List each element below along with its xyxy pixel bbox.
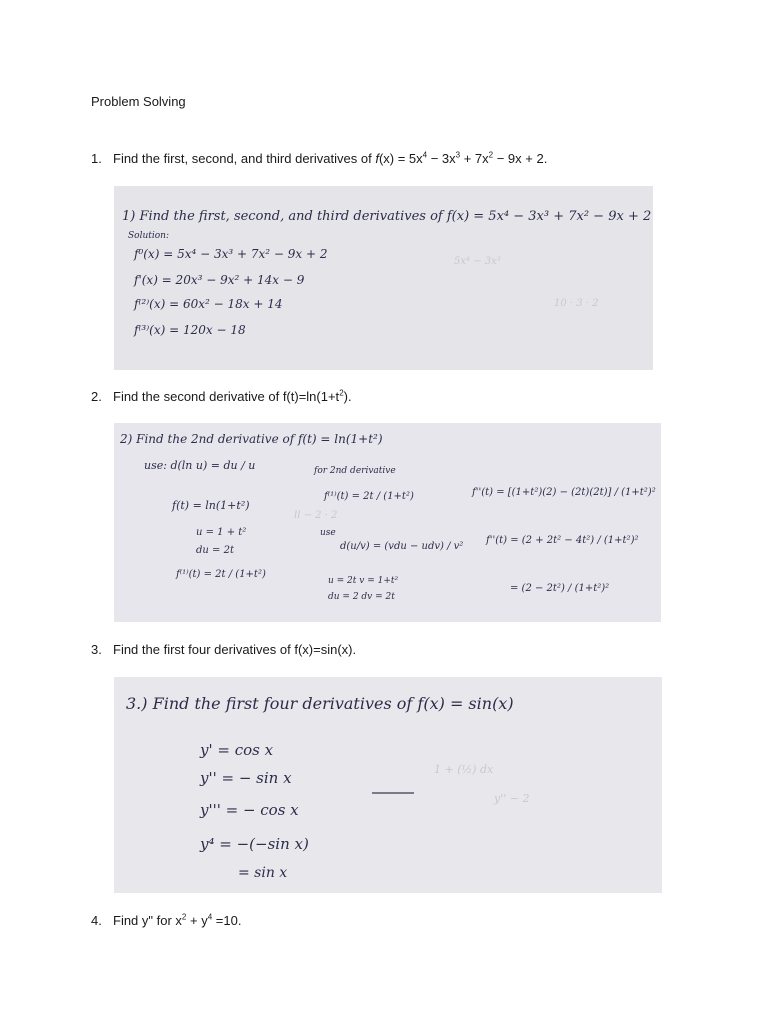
solution-3-line: y⁴ = −(−sin x)	[200, 835, 309, 853]
svg-text:10 · 3 · 2: 10 · 3 · 2	[554, 298, 599, 309]
solution-2-line: du = 2t	[196, 545, 234, 556]
exponent: 2	[339, 388, 344, 398]
solution-1-title: 1) Find the first, second, and third derivatives of f(x) = 5x⁴ − 3x³ + 7x² − 9x + 2	[122, 209, 652, 224]
problem-1	[91, 151, 547, 166]
page-heading: Problem Solving	[91, 94, 186, 109]
problem-4-text: Find y" for x	[113, 913, 182, 928]
solution-3-line: = sin x	[238, 865, 288, 881]
solution-3-line: y' = cos x	[200, 741, 274, 759]
solution-1-line: f'(x) = 20x³ − 9x² + 14x − 9	[134, 273, 305, 287]
problem-1-expr: − 9x + 2.	[493, 151, 548, 166]
solution-3-title: 3.) Find the first four derivatives of f(x) = sin(x)	[126, 694, 514, 713]
solution-2-line: = (2 − 2t²) / (1+t²)²	[510, 583, 610, 594]
problem-2-text: Find the second derivative of f(t)=ln(1+t	[113, 389, 340, 404]
handwritten-solution-1-photo	[114, 186, 653, 370]
problem-1-text: Find the first, second, and third derivatives of	[113, 151, 376, 166]
solution-2-note: for 2nd derivative	[314, 466, 396, 476]
svg-text:1 + (½) dx: 1 + (½) dx	[434, 763, 494, 776]
problem-2-suffix: ).	[343, 389, 352, 404]
solution-1-line: f⁽³⁾(x) = 120x − 18	[134, 323, 246, 337]
svg-text:5x⁴ − 3x³: 5x⁴ − 3x³	[454, 256, 501, 267]
svg-text:y'' − 2: y'' − 2	[494, 792, 530, 805]
problem-1-expr: (x) = 5x	[378, 151, 423, 166]
problem-4-number: 4.	[91, 913, 102, 928]
problem-4-suffix: =10.	[212, 913, 242, 928]
problem-4	[91, 913, 241, 928]
problem-1-expr: + 7x	[460, 151, 489, 166]
solution-2-line: f⁽¹⁾(t) = 2t / (1+t²)	[324, 491, 414, 502]
problem-2	[91, 389, 352, 404]
solution-2-line: f(t) = ln(1+t²)	[172, 499, 250, 512]
problem-3-text: Find the first four derivatives of f(x)=sin(x).	[113, 642, 357, 657]
function-symbol: f	[375, 151, 379, 166]
solution-2-line: u = 2t v = 1+t²	[328, 576, 399, 586]
problem-1-number: 1.	[91, 151, 102, 166]
solution-1-label: Solution:	[128, 231, 170, 241]
solution-2-rule: d(u/v) = (vdu − udv) / v²	[340, 541, 464, 552]
solution-3-line: y''' = − cos x	[200, 801, 299, 819]
solution-1-line: f⁰(x) = 5x⁴ − 3x³ + 7x² − 9x + 2	[134, 247, 328, 261]
exponent: 2	[488, 150, 494, 160]
solution-2-line: u = 1 + t²	[196, 527, 247, 538]
exponent: 4	[207, 912, 213, 922]
solution-2-rule: use: d(ln u) = du / u	[144, 459, 256, 472]
problem-4-expr: + y	[186, 913, 208, 928]
solution-1-line: f⁽²⁾(x) = 60x² − 18x + 14	[134, 297, 283, 311]
problem-3	[91, 642, 356, 657]
solution-2-line: du = 2 dv = 2t	[328, 592, 395, 602]
solution-3-line: y'' = − sin x	[200, 769, 292, 787]
problem-3-number: 3.	[91, 642, 102, 657]
solution-2-line: f''(t) = [(1+t²)(2) − (2t)(2t)] / (1+t²)²	[472, 487, 656, 498]
solution-2-title: 2) Find the 2nd derivative of f(t) = ln(1+t²)	[120, 432, 383, 446]
solution-2-line: f''(t) = (2 + 2t² − 4t²) / (1+t²)²	[486, 535, 639, 546]
handwritten-solution-2-photo	[114, 423, 661, 622]
solution-2-line: f⁽¹⁾(t) = 2t / (1+t²)	[176, 569, 266, 580]
problem-2-number: 2.	[91, 389, 102, 404]
exponent: 3	[455, 150, 461, 160]
solution-2-note: use	[320, 528, 336, 538]
problem-1-expr: − 3x	[427, 151, 456, 166]
svg-text:ll − 2 · 2: ll − 2 · 2	[294, 510, 338, 521]
exponent: 2	[181, 912, 187, 922]
handwritten-solution-3-photo	[114, 677, 662, 893]
exponent: 4	[422, 150, 428, 160]
